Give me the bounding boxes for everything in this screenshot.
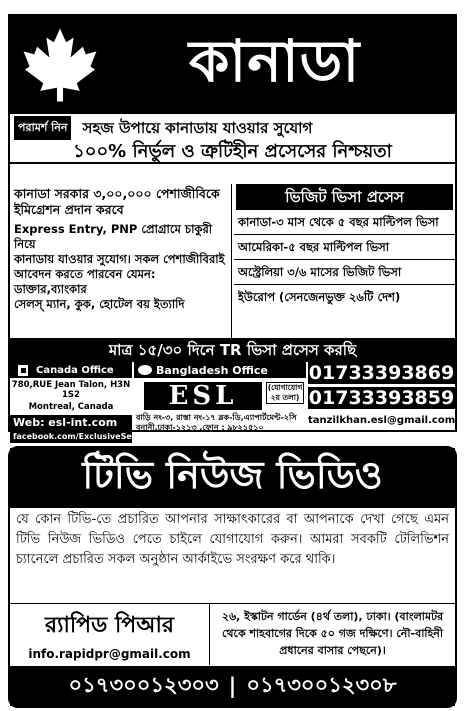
consult-badge: পরামর্শ নিন — [14, 116, 71, 140]
tv-ad-body: যে কোন টিভি-তে প্রচারিত আপনার সাক্ষাৎকারের বা আপনাকে দেখা গেছে এমন টিভি নিউজ ভিডিও পেতে চাইলে যোগাযোগ করুন। আমরা সবকটি টেলিভিশন চ্যানেলে প্রচারিত সকল অনুষ্ঠান আর্কাইভে সংরক্ষণ করে থাকি। — [16, 512, 449, 567]
immigration-body-line: সেলস্ ম্যান, কুক, হোটেল বয় ইত্যাদি — [14, 297, 185, 311]
canada-office-label: Canada Office — [10, 362, 132, 378]
immigration-info — [10, 184, 232, 338]
visit-note: (যোগাযোগ ২য় তলা) — [267, 383, 303, 402]
bangladesh-office-block — [134, 362, 306, 432]
company-address: ২৬, ইস্কাটন গার্ডেন (৪র্থ তলা), ঢাকা। (বাংলামটর থেকে শাহবাগের দিকে ৫০ গজ দক্ষিণে। নৌ-বাহিনী প্রধানের বাসার পেছনে)। — [210, 603, 455, 665]
website-link[interactable]: Web: esl-int.com — [10, 415, 132, 430]
canada-address-line: 780,RUE Jean Talon, H3N 1S2 — [11, 380, 131, 400]
tv-news-video-ad — [8, 446, 457, 708]
company-name: র‌্যাপিড পিআর — [45, 613, 174, 638]
phone-separator: | — [228, 674, 237, 698]
contact-phones — [308, 362, 455, 432]
tv-ad-title: টিভি নিউজ ভিডিও — [10, 448, 455, 508]
esl-logo: ESL — [144, 382, 262, 410]
ad-title: কানাডা — [188, 26, 361, 95]
immigration-body-line: কানাডায় যাওয়ার সুযোগ। সকল পেশাজীবিরাই — [14, 252, 225, 266]
immigration-headline-1: কানাডা সরকার ৩,০০,০০০ পেশাজীবিকে — [14, 186, 220, 201]
visit-visa-heading: ভিজিট ভিসা প্রসেস — [236, 184, 453, 210]
ad-header — [10, 16, 455, 114]
company-email[interactable]: info.rapidpr@gmail.com — [28, 647, 191, 661]
canada-office-block — [10, 362, 174, 441]
visa-item-europe: ইউরোপ (সেনজেনভুক্ত ২৬টি দেশ) — [238, 290, 401, 304]
consult-row — [10, 116, 455, 138]
visa-item-canada: কানাডা-৩ মাস থেকে ৫ বছর মাল্টিপল ভিসা — [234, 210, 455, 235]
company-block — [10, 603, 210, 665]
facebook-link[interactable]: facebook.com/ExclusiveServicesLtd — [10, 431, 132, 443]
immigration-headline-2: ইমিগ্রেশন প্রদান করবে — [14, 202, 124, 217]
visa-item-australia: অস্ট্রেলিয়া ৩/৬ মাসের ভিজিট ভিসা — [234, 260, 455, 285]
immigration-body-line: আবেদন করতে পারবেন যেমন: ডাক্তার,ব্যাংকার — [14, 267, 156, 296]
canada-immigration-ad — [8, 14, 457, 441]
bangladesh-flag-icon — [138, 365, 152, 375]
guarantee-line: ১০০% নির্ভুল ও ত্রুটিহীন প্রসেসের নিশ্চয়তা — [10, 140, 455, 164]
email-address[interactable]: tanzilkhan.esl@gmail.com — [308, 415, 456, 426]
consult-text: সহজ উপায়ে কানাডায় যাওয়ার সুযোগ — [82, 119, 313, 137]
immigration-body-line: Express Entry, PNP প্রোগ্রামে চাকুরী নিয়ে — [14, 222, 213, 251]
phone-number[interactable]: 01733393859 — [308, 387, 455, 409]
bangladesh-office-label: Bangladesh Office — [134, 362, 306, 378]
tv-phone-bar — [10, 666, 455, 706]
visit-visa-panel — [234, 184, 455, 338]
tr-visa-banner: মাত্র ১৫/৩০ দিনে TR ভিসা প্রসেস করছি — [10, 338, 455, 362]
visa-item-america: আমেরিকা-৫ বছর মাল্টিপল ভিসা — [234, 235, 455, 260]
phone-number[interactable]: ০১৭৩০০১২৩০৮ — [246, 672, 397, 697]
canada-address-line: Montreal, Canada — [28, 402, 114, 412]
maple-leaf-icon — [22, 24, 98, 106]
phone-number[interactable]: 01733393869 — [308, 362, 455, 384]
bangladesh-address: বাড়ি নং-৩, রাস্তা নং-১৭ ব্লক-ডি,এ্যাপার্টমেন্ট-২সি বনানী,ঢাকা-১২১৩ ,ফোন : ৯৮২১৫১০ — [136, 413, 297, 432]
phone-number[interactable]: ০১৭৩০০১২৩০৩ — [68, 672, 219, 697]
canada-flag-icon — [14, 365, 32, 376]
